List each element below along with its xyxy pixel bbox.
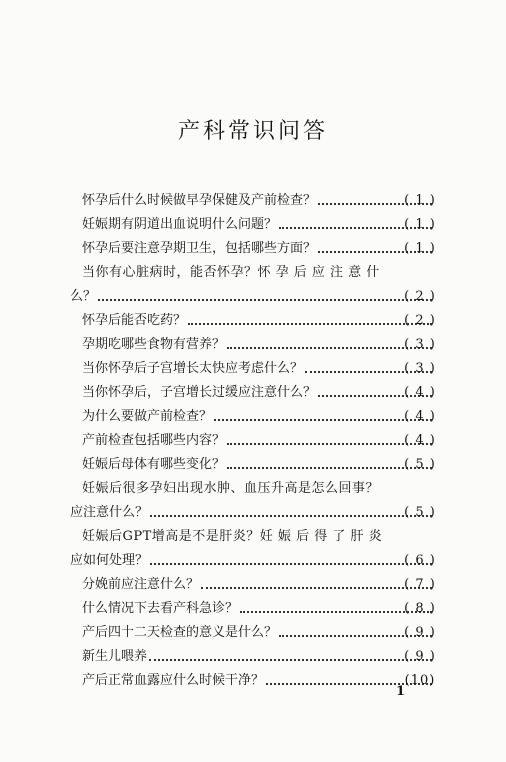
- dot-leader: [201, 587, 432, 589]
- entry-question: 怀孕后什么时候做早孕保健及产前检查？: [82, 193, 317, 208]
- entry-question: 什么情况下去看产科急诊？: [82, 601, 239, 616]
- entry-page-number: ( 1 ): [404, 217, 436, 232]
- dot-leader: [150, 563, 432, 565]
- entry-page-number: ( 5 ): [404, 457, 436, 472]
- entry-question: 分娩前应注意什么？: [82, 577, 200, 592]
- entry-question: 为什么要做产前检查？: [82, 409, 213, 424]
- entry-page-number: ( 9 ): [404, 625, 436, 640]
- entry-question: 产后四十二天检查的意义是什么？: [82, 625, 278, 640]
- dot-leader: [188, 323, 432, 325]
- entry-question: 当你有心脏病时，能否怀孕？怀 孕 后 应 注 意 什: [82, 265, 380, 280]
- entry-page-number: ( 3 ): [404, 337, 436, 352]
- entry-question: 怀孕后能否吃药？: [82, 313, 187, 328]
- entry-question: 产前检查包括哪些内容？: [82, 433, 226, 448]
- entry-page-number: ( 7 ): [404, 577, 436, 592]
- page-number: 1: [396, 684, 406, 699]
- entry-page-number: (10): [404, 673, 436, 688]
- entry-question: 孕期吃哪些食物有营养？: [82, 337, 226, 352]
- entry-page-number: ( 4 ): [404, 433, 436, 448]
- entry-question: 妊娠后母体有哪些变化？: [82, 457, 226, 472]
- dot-leader: [150, 515, 432, 517]
- dot-leader: [98, 299, 432, 301]
- entry-page-number: ( 9 ): [404, 649, 436, 664]
- page-title: 产科常识问答: [177, 119, 328, 144]
- entry-page-number: ( 1 ): [404, 241, 436, 256]
- entry-page-number: ( 4 ): [404, 385, 436, 400]
- entry-question: 当你怀孕后子宫增长太快应考虑什么？: [82, 361, 304, 376]
- entry-page-number: ( 3 ): [404, 361, 436, 376]
- entry-question: 新生儿喂养: [82, 649, 148, 664]
- entry-question-continued: 么？: [70, 289, 97, 304]
- dot-leader: [214, 419, 432, 421]
- entry-question: 当你怀孕后，子宫增长过缓应注意什么？: [82, 385, 317, 400]
- entry-question-continued: 应注意什么？: [70, 505, 149, 520]
- entry-page-number: ( 5 ): [404, 505, 436, 520]
- entry-page-number: ( 2 ): [404, 289, 436, 304]
- entry-page-number: ( 8 ): [404, 601, 436, 616]
- entry-question: 妊娠后很多孕妇出现水肿、血压升高是怎么回事？: [82, 481, 380, 496]
- entry-question: 怀孕后要注意孕期卫生，包括哪些方面？: [82, 241, 317, 256]
- entry-question: 妊娠后GPT增高是不是肝炎？妊 娠 后 得 了 肝 炎: [82, 529, 383, 544]
- entry-page-number: ( 1 ): [404, 193, 436, 208]
- entry-page-number: ( 6 ): [404, 553, 436, 568]
- entry-page-number: ( 4 ): [404, 409, 436, 424]
- entry-question: 产后正常血露应什么时候干净？: [82, 673, 265, 688]
- entry-question-continued: 应如何处理？: [70, 553, 149, 568]
- entry-page-number: ( 2 ): [404, 313, 436, 328]
- entry-question: 妊娠期有阴道出血说明什么问题？: [82, 217, 278, 232]
- dot-leader: [149, 659, 432, 661]
